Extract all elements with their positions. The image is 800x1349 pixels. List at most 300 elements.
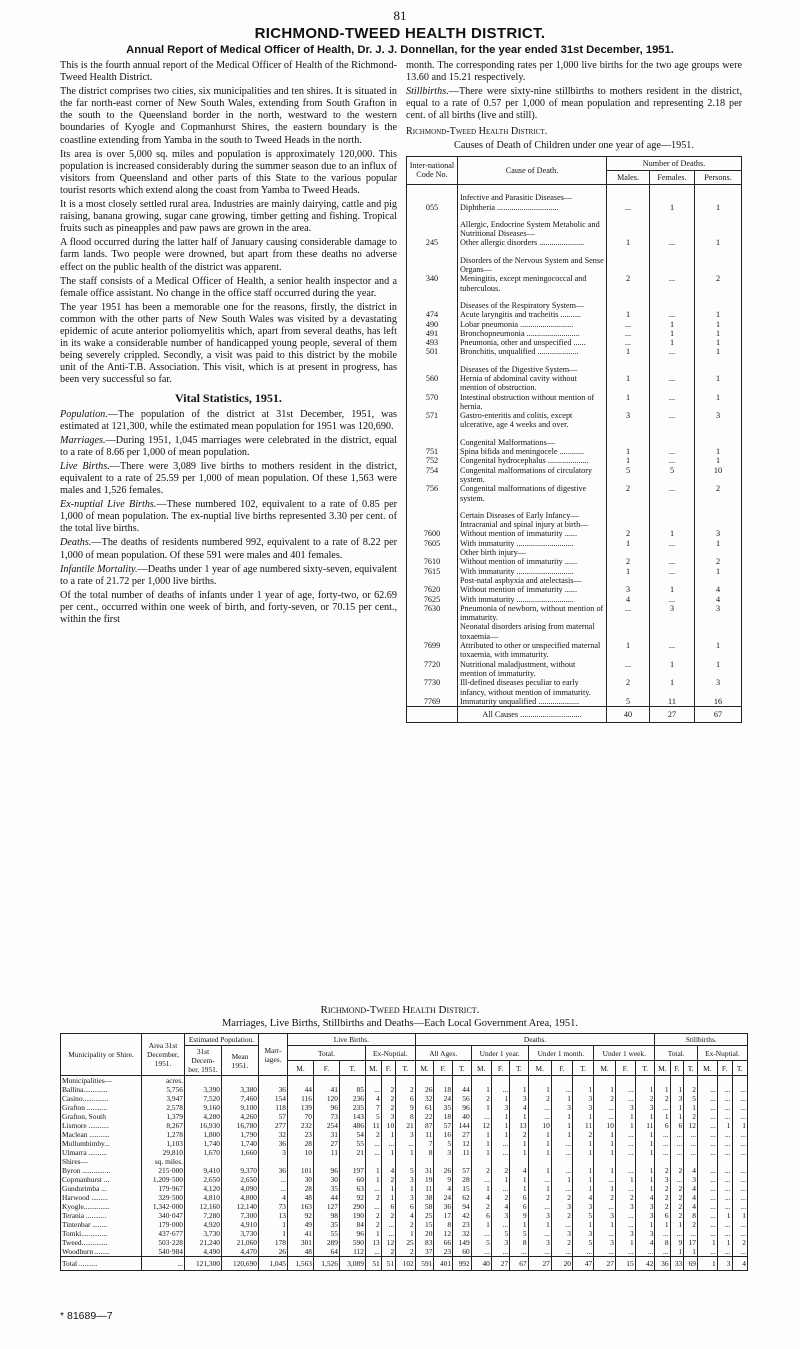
data-cell: 1: [491, 1112, 509, 1121]
empty-cell: [259, 1157, 288, 1166]
area-name: Tintenbar ........: [61, 1220, 142, 1229]
data-cell: 1: [615, 1121, 635, 1130]
cause-name: Attributed to other or unspecified maternal toxaemia, with immaturity.: [458, 641, 607, 660]
paragraph-text: —Deaths under 1 year of age numbered sixty-seven, equivalent to a rate of 21.72 per 1,000 live births.: [60, 563, 397, 587]
data-cell: 87: [415, 1121, 434, 1130]
data-cell: ...: [655, 1247, 670, 1257]
data-cell: ...: [684, 1130, 698, 1139]
group-unit: sq. miles.: [142, 1157, 185, 1166]
cause-males: 2: [607, 529, 650, 538]
vital-statistics-heading: Vital Statistics, 1951.: [175, 391, 282, 406]
cause-females: 1: [650, 529, 695, 538]
cause-row: [407, 595, 742, 604]
data-cell: 2: [732, 1238, 748, 1247]
h-lb-exnuptial: Ex-Nuptial.: [365, 1046, 415, 1061]
cause-code: [407, 622, 458, 641]
data-cell: 1: [684, 1103, 698, 1112]
data-cell: 13: [365, 1238, 381, 1247]
empty-cell: [453, 1076, 472, 1086]
data-cell: ...: [697, 1148, 717, 1157]
paragraph: [60, 590, 397, 626]
data-cell: ...: [615, 1094, 635, 1103]
group-label: Municipalities—: [61, 1076, 142, 1086]
empty-cell: [717, 1157, 732, 1166]
data-cell: 1: [615, 1112, 635, 1121]
total-cell: 102: [396, 1257, 416, 1271]
data-cell: 1: [551, 1130, 572, 1139]
data-cell: ...: [655, 1103, 670, 1112]
cause-males: 5: [607, 697, 650, 707]
cause-persons: 1: [695, 447, 742, 456]
cause-females: ...: [650, 447, 695, 456]
empty-cell: [635, 1076, 655, 1086]
data-cell: 36: [259, 1139, 288, 1148]
cause-persons: 4: [695, 585, 742, 594]
cause-persons: 2: [695, 557, 742, 566]
empty-cell: [365, 1157, 381, 1166]
cause-persons: 1: [695, 539, 742, 548]
data-cell: 232: [288, 1121, 314, 1130]
empty-cell: [684, 1076, 698, 1086]
data-cell: 56: [453, 1094, 472, 1103]
data-cell: ...: [670, 1130, 684, 1139]
empty-cell: [339, 1076, 365, 1086]
data-cell: 289: [313, 1238, 339, 1247]
cause-persons: 1: [695, 238, 742, 247]
empty-cell: [491, 1076, 509, 1086]
cause-females: ...: [650, 456, 695, 465]
cause-males: 1: [607, 238, 650, 247]
data-cell: 2: [670, 1193, 684, 1202]
data-cell: ...: [365, 1202, 381, 1211]
data-cell: 12,160: [185, 1202, 222, 1211]
cause-name: Without mention of immaturity ......: [458, 557, 607, 566]
cause-females: [650, 293, 695, 310]
data-cell: 1: [573, 1085, 594, 1094]
data-cell: 1: [615, 1238, 635, 1247]
area-name: Woodburn ........: [61, 1247, 142, 1257]
data-cell: 4: [684, 1202, 698, 1211]
data-cell: 1: [594, 1148, 616, 1157]
data-cell: 1: [381, 1193, 395, 1202]
cause-persons: [695, 503, 742, 530]
data-cell: 1,209·500: [142, 1175, 185, 1184]
data-cell: 1: [635, 1220, 655, 1229]
cause-males: 3: [607, 411, 650, 430]
empty-cell: [222, 1157, 259, 1166]
cause-females: 1: [650, 678, 695, 697]
data-cell: 2: [684, 1085, 698, 1094]
cause-persons: 10: [695, 466, 742, 485]
report-title: RICHMOND-TWEED HEALTH DISTRICT.: [254, 25, 546, 42]
data-cell: ...: [491, 1247, 509, 1257]
cause-males: [607, 548, 650, 557]
header-f: F.: [434, 1061, 453, 1076]
data-cell: 1: [510, 1139, 528, 1148]
total-cell: 27: [528, 1257, 551, 1271]
data-cell: 44: [453, 1085, 472, 1094]
data-cell: 3: [491, 1238, 509, 1247]
data-cell: 2: [655, 1202, 670, 1211]
data-cell: 2: [491, 1166, 509, 1175]
cause-persons: [695, 622, 742, 641]
data-cell: ...: [615, 1247, 635, 1257]
lga-table-title: Marriages, Live Births, Stillbirths and Deaths—Each Local Government Area, 1951.: [221, 1018, 579, 1029]
cause-males: [607, 430, 650, 447]
empty-cell: [615, 1076, 635, 1086]
data-cell: 7,280: [185, 1211, 222, 1220]
data-cell: ...: [551, 1139, 572, 1148]
area-name: Tomki..............: [61, 1229, 142, 1238]
table-row: [61, 1238, 748, 1247]
data-cell: 6: [510, 1202, 528, 1211]
causes-of-death-table: [406, 156, 742, 724]
data-cell: 6: [655, 1211, 670, 1220]
cause-persons: 3: [695, 604, 742, 623]
data-cell: 2: [655, 1094, 670, 1103]
cause-row: [407, 466, 742, 485]
data-cell: 4: [684, 1184, 698, 1193]
data-cell: 1: [471, 1184, 491, 1193]
header-m: M.: [365, 1061, 381, 1076]
data-cell: ...: [655, 1130, 670, 1139]
total-cell: 992: [453, 1257, 472, 1271]
empty-cell: [670, 1076, 684, 1086]
data-cell: 2: [551, 1211, 572, 1220]
table-row: [61, 1121, 748, 1130]
data-cell: 2: [471, 1166, 491, 1175]
cause-code: 571: [407, 411, 458, 430]
data-cell: ...: [717, 1175, 732, 1184]
empty-cell: [415, 1157, 434, 1166]
data-cell: 4,810: [185, 1193, 222, 1202]
data-cell: 3,730: [222, 1229, 259, 1238]
data-cell: 17: [434, 1211, 453, 1220]
data-cell: ...: [491, 1184, 509, 1193]
data-cell: 116: [288, 1094, 314, 1103]
empty-cell: [528, 1157, 551, 1166]
data-cell: 4,260: [222, 1112, 259, 1121]
data-cell: ...: [697, 1175, 717, 1184]
data-cell: 21,060: [222, 1238, 259, 1247]
data-cell: 1,342·000: [142, 1202, 185, 1211]
data-cell: 1: [510, 1148, 528, 1157]
cause-row: [407, 622, 742, 641]
cause-males: ...: [607, 660, 650, 679]
data-cell: 2: [381, 1094, 395, 1103]
data-cell: 3: [551, 1229, 572, 1238]
table-row: [61, 1202, 748, 1211]
paragraph: [60, 435, 397, 459]
cause-males: 2: [607, 274, 650, 293]
cause-code: 7625: [407, 595, 458, 604]
cause-code: [407, 293, 458, 310]
data-cell: 4: [573, 1193, 594, 1202]
cause-persons: [695, 576, 742, 585]
data-cell: 8: [684, 1211, 698, 1220]
group-unit: acres.: [142, 1076, 185, 1086]
cause-name: Bronchopneumonia ..........................: [458, 329, 607, 338]
data-cell: 4,920: [185, 1220, 222, 1229]
paragraph-text: month. The corresponding rates per 1,000 live births for the two age groups were 13.60 and 15.21 respectively.: [406, 60, 742, 84]
data-cell: 94: [453, 1202, 472, 1211]
data-cell: 73: [259, 1202, 288, 1211]
data-cell: 4: [434, 1184, 453, 1193]
empty-cell: [510, 1157, 528, 1166]
cause-row: [407, 503, 742, 530]
data-cell: 437·677: [142, 1229, 185, 1238]
data-cell: 11: [365, 1121, 381, 1130]
cause-females: ...: [650, 539, 695, 548]
data-cell: ...: [697, 1112, 717, 1121]
data-cell: 31: [313, 1130, 339, 1139]
cause-row: [407, 557, 742, 566]
data-cell: 3: [635, 1229, 655, 1238]
cause-name: Bronchitis, unqualified ....................: [458, 347, 607, 356]
data-cell: ...: [471, 1247, 491, 1257]
data-cell: ...: [615, 1130, 635, 1139]
data-cell: ...: [594, 1229, 616, 1238]
table-row: [61, 1130, 748, 1139]
cause-name: Allergic, Endocrine System Metabolic and Nutritional Diseases—: [458, 212, 607, 239]
data-cell: 40: [453, 1112, 472, 1121]
data-cell: ...: [528, 1103, 551, 1112]
data-cell: 3: [615, 1202, 635, 1211]
data-cell: 1: [635, 1139, 655, 1148]
data-cell: ...: [732, 1094, 748, 1103]
cause-row: [407, 329, 742, 338]
cause-persons: 1: [695, 347, 742, 356]
data-cell: 1: [381, 1130, 395, 1139]
data-cell: 1: [551, 1121, 572, 1130]
header-f: F.: [717, 1061, 732, 1076]
data-cell: 1: [573, 1175, 594, 1184]
paragraph-text: —There were 3,089 live births to mothers resident in the district, equivalent to a rate of 25.59 per 1,000 of mean population. Of these 1,563 were males and 1,526 females.: [60, 460, 397, 497]
cause-row: [407, 248, 742, 275]
cause-persons: 2: [695, 274, 742, 293]
cause-females: ...: [650, 411, 695, 430]
cause-row: [407, 585, 742, 594]
data-cell: 24: [434, 1094, 453, 1103]
paragraph-lead: Deaths.: [60, 537, 92, 549]
data-cell: 540·984: [142, 1247, 185, 1257]
data-cell: 4,090: [222, 1184, 259, 1193]
data-cell: ...: [471, 1175, 491, 1184]
empty-cell: [259, 1076, 288, 1086]
data-cell: 3: [491, 1103, 509, 1112]
data-cell: 1: [717, 1121, 732, 1130]
cause-row: [407, 548, 742, 557]
data-cell: ...: [697, 1184, 717, 1193]
header-number: Number of Deaths.: [607, 156, 742, 170]
empty-cell: [551, 1157, 572, 1166]
data-cell: 10: [381, 1121, 395, 1130]
total-females: 27: [650, 707, 695, 723]
data-cell: 2: [381, 1175, 395, 1184]
data-cell: 9,370: [222, 1166, 259, 1175]
data-cell: ...: [528, 1229, 551, 1238]
data-cell: 58: [415, 1202, 434, 1211]
cause-males: 5: [607, 466, 650, 485]
data-cell: 290: [339, 1202, 365, 1211]
area-name: Copmanhurst ...: [61, 1175, 142, 1184]
total-cell: 1: [697, 1257, 717, 1271]
data-cell: 1: [670, 1112, 684, 1121]
empty-cell: [655, 1076, 670, 1086]
intro-paragraphs: [60, 60, 397, 386]
area-name: Lismore ...........: [61, 1121, 142, 1130]
data-cell: ...: [717, 1193, 732, 1202]
cause-code: 055: [407, 203, 458, 212]
cause-males: ...: [607, 338, 650, 347]
data-cell: 1: [635, 1175, 655, 1184]
empty-cell: [434, 1157, 453, 1166]
cause-name: Infective and Parasitic Diseases—: [458, 185, 607, 203]
cause-females: 1: [650, 329, 695, 338]
data-cell: 18: [434, 1112, 453, 1121]
data-cell: 42: [453, 1211, 472, 1220]
cause-code: [407, 576, 458, 585]
data-cell: 12: [453, 1139, 472, 1148]
data-cell: 1: [573, 1112, 594, 1121]
data-cell: 4,800: [222, 1193, 259, 1202]
total-code: [407, 707, 458, 723]
data-cell: 1: [528, 1166, 551, 1175]
paragraph-lead: Population.: [60, 408, 108, 420]
data-cell: 5: [684, 1094, 698, 1103]
data-cell: 3: [573, 1202, 594, 1211]
data-cell: 30: [288, 1175, 314, 1184]
data-cell: 4,910: [222, 1220, 259, 1229]
data-cell: 25: [415, 1211, 434, 1220]
data-cell: ...: [684, 1229, 698, 1238]
data-cell: ...: [615, 1166, 635, 1175]
cause-females: ...: [650, 595, 695, 604]
data-cell: 1: [635, 1112, 655, 1121]
cause-name: Spina bifida and meningocele ............: [458, 447, 607, 456]
data-cell: 1: [655, 1085, 670, 1094]
data-cell: ...: [732, 1184, 748, 1193]
cause-females: 1: [650, 660, 695, 679]
cause-code: [407, 430, 458, 447]
cause-females: [650, 503, 695, 530]
data-cell: 1: [670, 1103, 684, 1112]
data-cell: ...: [365, 1184, 381, 1193]
data-cell: 3: [615, 1229, 635, 1238]
data-cell: 236: [339, 1094, 365, 1103]
data-cell: 12: [381, 1238, 395, 1247]
data-cell: ...: [528, 1202, 551, 1211]
data-cell: ...: [732, 1247, 748, 1257]
area-name: Ballina.............: [61, 1085, 142, 1094]
data-cell: 35: [313, 1220, 339, 1229]
data-cell: 5: [434, 1139, 453, 1148]
cause-row: [407, 185, 742, 203]
cause-code: 570: [407, 393, 458, 412]
cause-persons: [695, 357, 742, 374]
data-cell: ...: [365, 1247, 381, 1257]
data-cell: ...: [471, 1112, 491, 1121]
data-cell: ...: [551, 1085, 572, 1094]
empty-cell: [697, 1076, 717, 1086]
data-cell: 3: [573, 1229, 594, 1238]
empty-cell: [528, 1076, 551, 1086]
data-cell: ...: [491, 1220, 509, 1229]
total-males: 40: [607, 707, 650, 723]
total-cell: 40: [471, 1257, 491, 1271]
data-cell: 61: [415, 1103, 434, 1112]
cause-name: Nutritional maladjustment, without mention of immaturity.: [458, 660, 607, 679]
cause-persons: 1: [695, 329, 742, 338]
empty-cell: [471, 1076, 491, 1086]
data-cell: 5: [573, 1238, 594, 1247]
cause-name: Congenital Malformations—: [458, 430, 607, 447]
data-cell: 235: [339, 1103, 365, 1112]
data-cell: 1: [655, 1112, 670, 1121]
data-cell: 503·228: [142, 1238, 185, 1247]
cause-name: Other birth injury—: [458, 548, 607, 557]
data-cell: 3: [510, 1094, 528, 1103]
data-cell: ...: [615, 1148, 635, 1157]
data-cell: ...: [594, 1175, 616, 1184]
data-cell: ...: [717, 1202, 732, 1211]
area-name: Byron ...............: [61, 1166, 142, 1175]
data-cell: 41: [288, 1229, 314, 1238]
data-cell: 36: [259, 1166, 288, 1175]
cause-females: [650, 248, 695, 275]
cause-row: [407, 374, 742, 393]
data-cell: 1: [551, 1112, 572, 1121]
cause-persons: [695, 430, 742, 447]
data-cell: 7,460: [222, 1094, 259, 1103]
data-cell: 9: [510, 1211, 528, 1220]
data-cell: ...: [697, 1202, 717, 1211]
header-m: M.: [415, 1061, 434, 1076]
data-cell: 9,410: [185, 1166, 222, 1175]
data-cell: 1: [635, 1130, 655, 1139]
data-cell: 2: [655, 1193, 670, 1202]
header-code: Inter-national Code No.: [407, 156, 458, 185]
data-cell: ...: [717, 1229, 732, 1238]
data-cell: 23: [453, 1220, 472, 1229]
cause-males: 2: [607, 557, 650, 566]
table-row: [61, 1085, 748, 1094]
data-cell: ...: [528, 1112, 551, 1121]
data-cell: 4: [684, 1166, 698, 1175]
data-cell: 11: [635, 1121, 655, 1130]
data-cell: 20: [415, 1229, 434, 1238]
data-cell: 7: [365, 1103, 381, 1112]
data-cell: 83: [415, 1238, 434, 1247]
data-cell: ...: [396, 1139, 416, 1148]
empty-cell: [594, 1157, 616, 1166]
data-cell: 1: [573, 1184, 594, 1193]
data-cell: 18: [434, 1085, 453, 1094]
empty-cell: [453, 1157, 472, 1166]
area-name: Kyogle..............: [61, 1202, 142, 1211]
cause-code: 245: [407, 238, 458, 247]
empty-cell: [396, 1157, 416, 1166]
data-cell: 2: [396, 1220, 416, 1229]
data-cell: ...: [697, 1247, 717, 1257]
data-cell: ...: [717, 1085, 732, 1094]
cause-row: [407, 212, 742, 239]
data-cell: 1: [635, 1166, 655, 1175]
cause-row: [407, 539, 742, 548]
data-cell: 2: [594, 1193, 616, 1202]
cause-name: Hernia of abdominal cavity without mention of obstruction.: [458, 374, 607, 393]
data-cell: ...: [732, 1220, 748, 1229]
